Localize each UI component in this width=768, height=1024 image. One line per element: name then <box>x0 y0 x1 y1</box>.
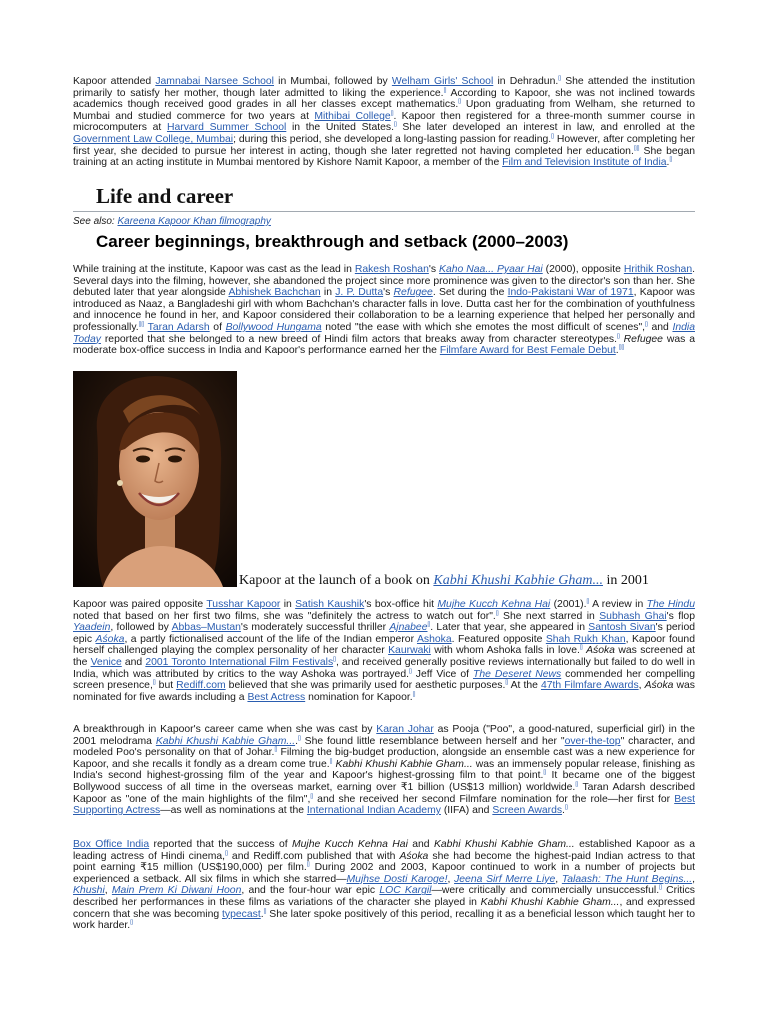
link-subhash-ghai[interactable]: Subhash Ghai <box>599 610 667 622</box>
link-abhishek-bachchan[interactable]: Abhishek Bachchan <box>228 287 321 299</box>
link-international-indian-academy[interactable]: International Indian Academy <box>306 805 441 817</box>
citation[interactable]: [] <box>659 884 662 891</box>
link-satish-kaushik[interactable]: Satish Kaushik <box>295 599 365 610</box>
link-filmfare-best-female-debut[interactable]: Filmfare Award for Best Female Debut <box>439 345 616 357</box>
citation[interactable]: [] <box>274 746 278 753</box>
link-venice[interactable]: Venice <box>90 656 122 668</box>
link-talaash[interactable]: Talaash: The Hunt Begins... <box>561 873 693 885</box>
citation[interactable]: [] <box>390 110 394 117</box>
link-harvard-summer-school[interactable]: Harvard Summer School <box>166 122 287 134</box>
paragraph-asoka: Kapoor was paired opposite Tusshar Kapoor in Satish Kaushik's box-office hit Mujhe Kucch Kehna Hai (2001).[] A review in The Hindu noted that based on her first two films, she was "definitely the actress to watch out for".[] She next starred in Subhash Ghai's flop Yaadein, followed by Abbas–Mustan's moderately successful thriller Ajnabee[]. Later that year, she appeared in Santosh Sivan's period epic Aśoka, a partly fictionalised account of the life of the Indian emperor Ashoka. Featured opposite Shah Rukh Khan, Kapoor found herself challenged playing the complex personality of her character Kaurwaki with whom Ashoka falls in love.[] Aśoka was screened at the Venice and 2001 Toronto International Film Festivals[], and received generally positive reviews internationally but failed to do well in India, which was attributed by critics to the way Ashoka was portrayed.[] Jeff Vice of The Deseret News commended her compelling screen presence,[] but Rediff.com believed that she was primarily used for aesthetic purposes.[] At the 47th Filmfare Awards, Aśoka was nominated for five awards including a Best Actress nomination for Kapoor.[] <box>73 598 696 703</box>
citation[interactable]: [] <box>495 610 499 617</box>
link-ftii[interactable]: Film and Television Institute of India <box>502 157 667 169</box>
citation[interactable]: [] <box>616 333 620 340</box>
citation[interactable]: [] <box>558 75 562 82</box>
link-typecast[interactable]: typecast <box>222 908 261 920</box>
setback-paragraph <box>73 839 695 932</box>
citation[interactable]: [][] <box>138 321 145 328</box>
citation[interactable]: [] <box>306 861 310 868</box>
subsection-heading-career-beginnings: Career beginnings, breakthrough and setback (2000–2003) <box>96 232 569 251</box>
link-jamnabai-narsee-school[interactable]: Jamnabai Narsee School <box>155 76 274 87</box>
asoka-paragraph <box>73 599 695 703</box>
link-abbas-mustan[interactable]: Abbas–Mustan <box>171 622 241 634</box>
citation[interactable]: [] <box>443 87 447 94</box>
link-yaadein[interactable]: Yaadein <box>73 622 111 634</box>
link-refugee[interactable]: Refugee <box>393 287 433 299</box>
link-rediff[interactable]: Rediff.com <box>176 680 226 692</box>
link-47th-filmfare-awards[interactable]: 47th Filmfare Awards <box>540 680 639 692</box>
citation[interactable]: [] <box>409 668 412 675</box>
heading-divider <box>73 211 695 212</box>
link-kaho-naa-pyaar-hai[interactable]: Kaho Naa... Pyaar Hai <box>439 264 543 275</box>
citation[interactable]: [] <box>393 121 397 128</box>
citation[interactable]: [] <box>225 850 228 857</box>
link-tusshar-kapoor[interactable]: Tusshar Kapoor <box>206 599 281 610</box>
link-toronto-film-festival[interactable]: 2001 Toronto International Film Festivals <box>145 656 334 668</box>
citation[interactable]: [] <box>586 598 590 605</box>
citation[interactable]: [] <box>551 133 554 140</box>
citation[interactable]: [] <box>427 621 431 628</box>
link-shah-rukh-khan[interactable]: Shah Rukh Khan <box>545 633 626 645</box>
citation[interactable]: [][] <box>618 344 625 351</box>
link-hrithik-roshan[interactable]: Hrithik Roshan <box>623 264 693 275</box>
link-mujhse-dosti-karoge[interactable]: Mujhse Dosti Karoge! <box>346 873 448 885</box>
citation[interactable]: [] <box>669 156 673 163</box>
link-main-prem-ki-diwani-hoon[interactable]: Main Prem Ki Diwani Hoon <box>111 885 242 897</box>
section-heading-life-and-career: Life and career <box>96 184 234 208</box>
portrait-image <box>73 371 237 587</box>
link-box-office-india[interactable]: Box Office India <box>73 839 150 850</box>
citation[interactable]: [] <box>329 758 333 765</box>
citation[interactable]: [] <box>297 735 301 742</box>
link-taran-adarsh[interactable]: Taran Adarsh <box>147 321 210 333</box>
paragraph-breakthrough: A breakthrough in Kapoor's career came when she was cast by Karan Johar as Pooja ("Poo", a good-natured, superficial girl) in the 2001 melodrama Kabhi Khushi Kabhie Gham....[] She found little resemblance between herself and her "over-the-top" character, and modeled Poo's personality on that of Johar.[] Filming the big-budget production, alongside an ensemble cast was a new experience for Kapoor, and she recalls it fondly as a dream come true.[] Kabhi Khushi Kabhie Gham... was an immensely popular release, finishing as India's second highest-grossing film of the year and Kapoor's highest-grossing film to that point.[] It became one of the biggest Bollywood success of all time in the overseas market, earning over ₹1 billion (US$13 million) worldwide.[] Taran Adarsh described Kapoor as "one of the main highlights of the film",[] and she received her second Filmfare nomination for the role—her first for Best Supporting Actress—as well as nominations at the International Indian Academy (IIFA) and Screen Awards.[] <box>73 724 695 817</box>
link-deseret-news[interactable]: The Deseret News <box>472 668 562 680</box>
see-also-note: See also: Kareena Kapoor Khan filmography <box>73 216 271 227</box>
citation[interactable]: [] <box>310 793 314 800</box>
link-welham-girls-school[interactable]: Welham Girls' School <box>391 76 494 87</box>
link-kaurwaki[interactable]: Kaurwaki <box>388 645 431 657</box>
early-life-paragraph <box>73 76 695 169</box>
link-loc-kargil[interactable]: LOC Kargil <box>379 885 432 897</box>
link-screen-awards[interactable]: Screen Awards <box>492 805 563 817</box>
link-rakesh-roshan[interactable]: Rakesh Roshan <box>354 264 429 275</box>
link-caption-k3g[interactable]: Kabhi Khushi Kabhie Gham... <box>433 573 603 588</box>
citation[interactable]: [] <box>645 321 648 328</box>
link-the-hindu[interactable]: The Hindu <box>646 599 695 610</box>
career-beginnings-paragraph <box>73 264 695 357</box>
citation[interactable]: [] <box>263 908 267 915</box>
link-kabhi-khushi-kabhie-gham[interactable]: Kabhi Khushi Kabhie Gham... <box>155 735 296 747</box>
link-best-actress[interactable]: Best Actress <box>247 691 306 703</box>
link-bollywood-hungama[interactable]: Bollywood Hungama <box>225 321 322 333</box>
link-best-supporting-actress[interactable]: Best Supporting Actress <box>73 793 695 817</box>
paragraph-refugee: While training at the institute, Kapoor was cast as the lead in Rakesh Roshan's Kaho Naa... Pyaar Hai (2000), opposite Hrithik Roshan. Several days into the filming, however, she abandoned the project since more prominence was given to the director's son than her. She debuted later that year alongside Abhishek Bachchan in J. P. Dutta's Refugee. Set during the Indo-Pakistani War of 1971, Kapoor was introduced as Naaz, a Bangladeshi girl with whom Bachchan's character falls in love. Dutta cast her for the combination of youthfulness and innocence he found in her, and Kapoor considered their collaboration to be a learning experience that helped her personally and professionally.[][] Taran Adarsh of Bollywood Hungama noted "the ease with which she emotes the most difficult of scenes",[] and India Today reported that she belonged to a new breed of Hindi film actors that breaks away from character stereotypes.[] Refugee was a moderate box-office success in India and Kapoor's performance earned her the Filmfare Award for Best Female Debut.[][] <box>73 264 696 357</box>
citation[interactable]: [] <box>564 804 568 811</box>
citation[interactable]: [] <box>152 679 156 686</box>
link-filmography[interactable]: Kareena Kapoor Khan filmography <box>117 216 271 227</box>
link-khushi[interactable]: Khushi <box>73 885 105 897</box>
paragraph-education: Kapoor attended Jamnabai Narsee School in Mumbai, followed by Welham Girls' School in Dehradun.[] She attended the institution primarily to satisfy her mother, though later admitted to liking the experience.[] According to Kapoor, she was not inclined towards academics though received good grades in all her classes except mathematics.[] Upon graduating from Welham, she returned to Mumbai and studied commerce for two years at Mithibai College[]. Kapoor then registered for a three-month summer course in microcomputers at Harvard Summer School in the United States.[] She later developed an interest in law, and enrolled at the Government Law College, Mumbai; during this period, she developed a long-lasting passion for reading.[] However, after completing her first year, she decided to pursue her interest in acting, though she later regretted not having completed her education.[][] She began training at an acting institute in Mumbai mentored by Kishore Namit Kapoor, a member of the Film and Television Institute of India.[] <box>73 75 696 169</box>
citation[interactable]: [] <box>130 919 133 926</box>
link-asoka[interactable]: Aśoka <box>95 633 125 645</box>
citation[interactable]: [] <box>333 656 336 663</box>
citation[interactable]: [] <box>412 691 416 698</box>
paragraph-setback: Box Office India reported that the success of Mujhe Kucch Kehna Hai and Kabhi Khushi Kabhie Gham... established Kapoor as a leading actress of Hindi cinema,[] and Rediff.com published that with Aśoka she had become the highest-paid Indian actress to that point earning ₹15 million (US$190,000) per film.[] During 2002 and 2003, Kapoor continued to work in a number of projects but experienced a setback. All six films in which she starred—Mujhse Dosti Karoge!, Jeena Sirf Merre Liye, Talaash: The Hunt Begins..., Khushi, Main Prem Ki Diwani Hoon, and the four-hour war epic LOC Kargil—were critically and commercially unsuccessful.[] Critics described her performances in these films as variations of the character she played in Kabhi Khushi Kabhie Gham..., and expressed concern that she was becoming typecast.[] She later spoke positively of this period, recalling it as a beneficial lesson which taught her to work harder.[] <box>73 839 696 932</box>
link-india-today[interactable]: India Today <box>73 321 695 345</box>
photo-caption: Kapoor at the launch of a book on Kabhi Khushi Kabhie Gham... in 2001 <box>239 573 649 588</box>
link-jeena-sirf-merre-liye[interactable]: Jeena Sirf Merre Liye <box>454 873 556 885</box>
citation[interactable]: [] <box>575 781 579 788</box>
link-karan-johar[interactable]: Karan Johar <box>376 724 434 735</box>
kapoor-photo <box>73 371 237 587</box>
link-government-law-college[interactable]: Government Law College, Mumbai <box>73 133 234 145</box>
link-santosh-sivan[interactable]: Santosh Sivan <box>588 622 656 634</box>
citation[interactable]: [] <box>543 769 547 776</box>
link-jp-dutta[interactable]: J. P. Dutta <box>335 287 384 299</box>
citation[interactable]: [] <box>579 644 583 651</box>
k3g-paragraph <box>73 724 695 817</box>
citation[interactable]: [][] <box>633 145 640 152</box>
link-ashoka[interactable]: Ashoka <box>416 633 452 645</box>
citation[interactable]: [] <box>505 679 509 686</box>
link-indo-pakistani-war[interactable]: Indo-Pakistani War of 1971 <box>507 287 634 299</box>
link-mujhe-kucch-kehna-hai[interactable]: Mujhe Kucch Kehna Hai <box>437 599 551 610</box>
citation[interactable]: [] <box>458 98 461 105</box>
link-over-the-top[interactable]: over-the-top <box>564 735 621 747</box>
link-mithibai-college[interactable]: Mithibai College <box>314 110 391 122</box>
link-ajnabee[interactable]: Ajnabee <box>389 622 428 634</box>
